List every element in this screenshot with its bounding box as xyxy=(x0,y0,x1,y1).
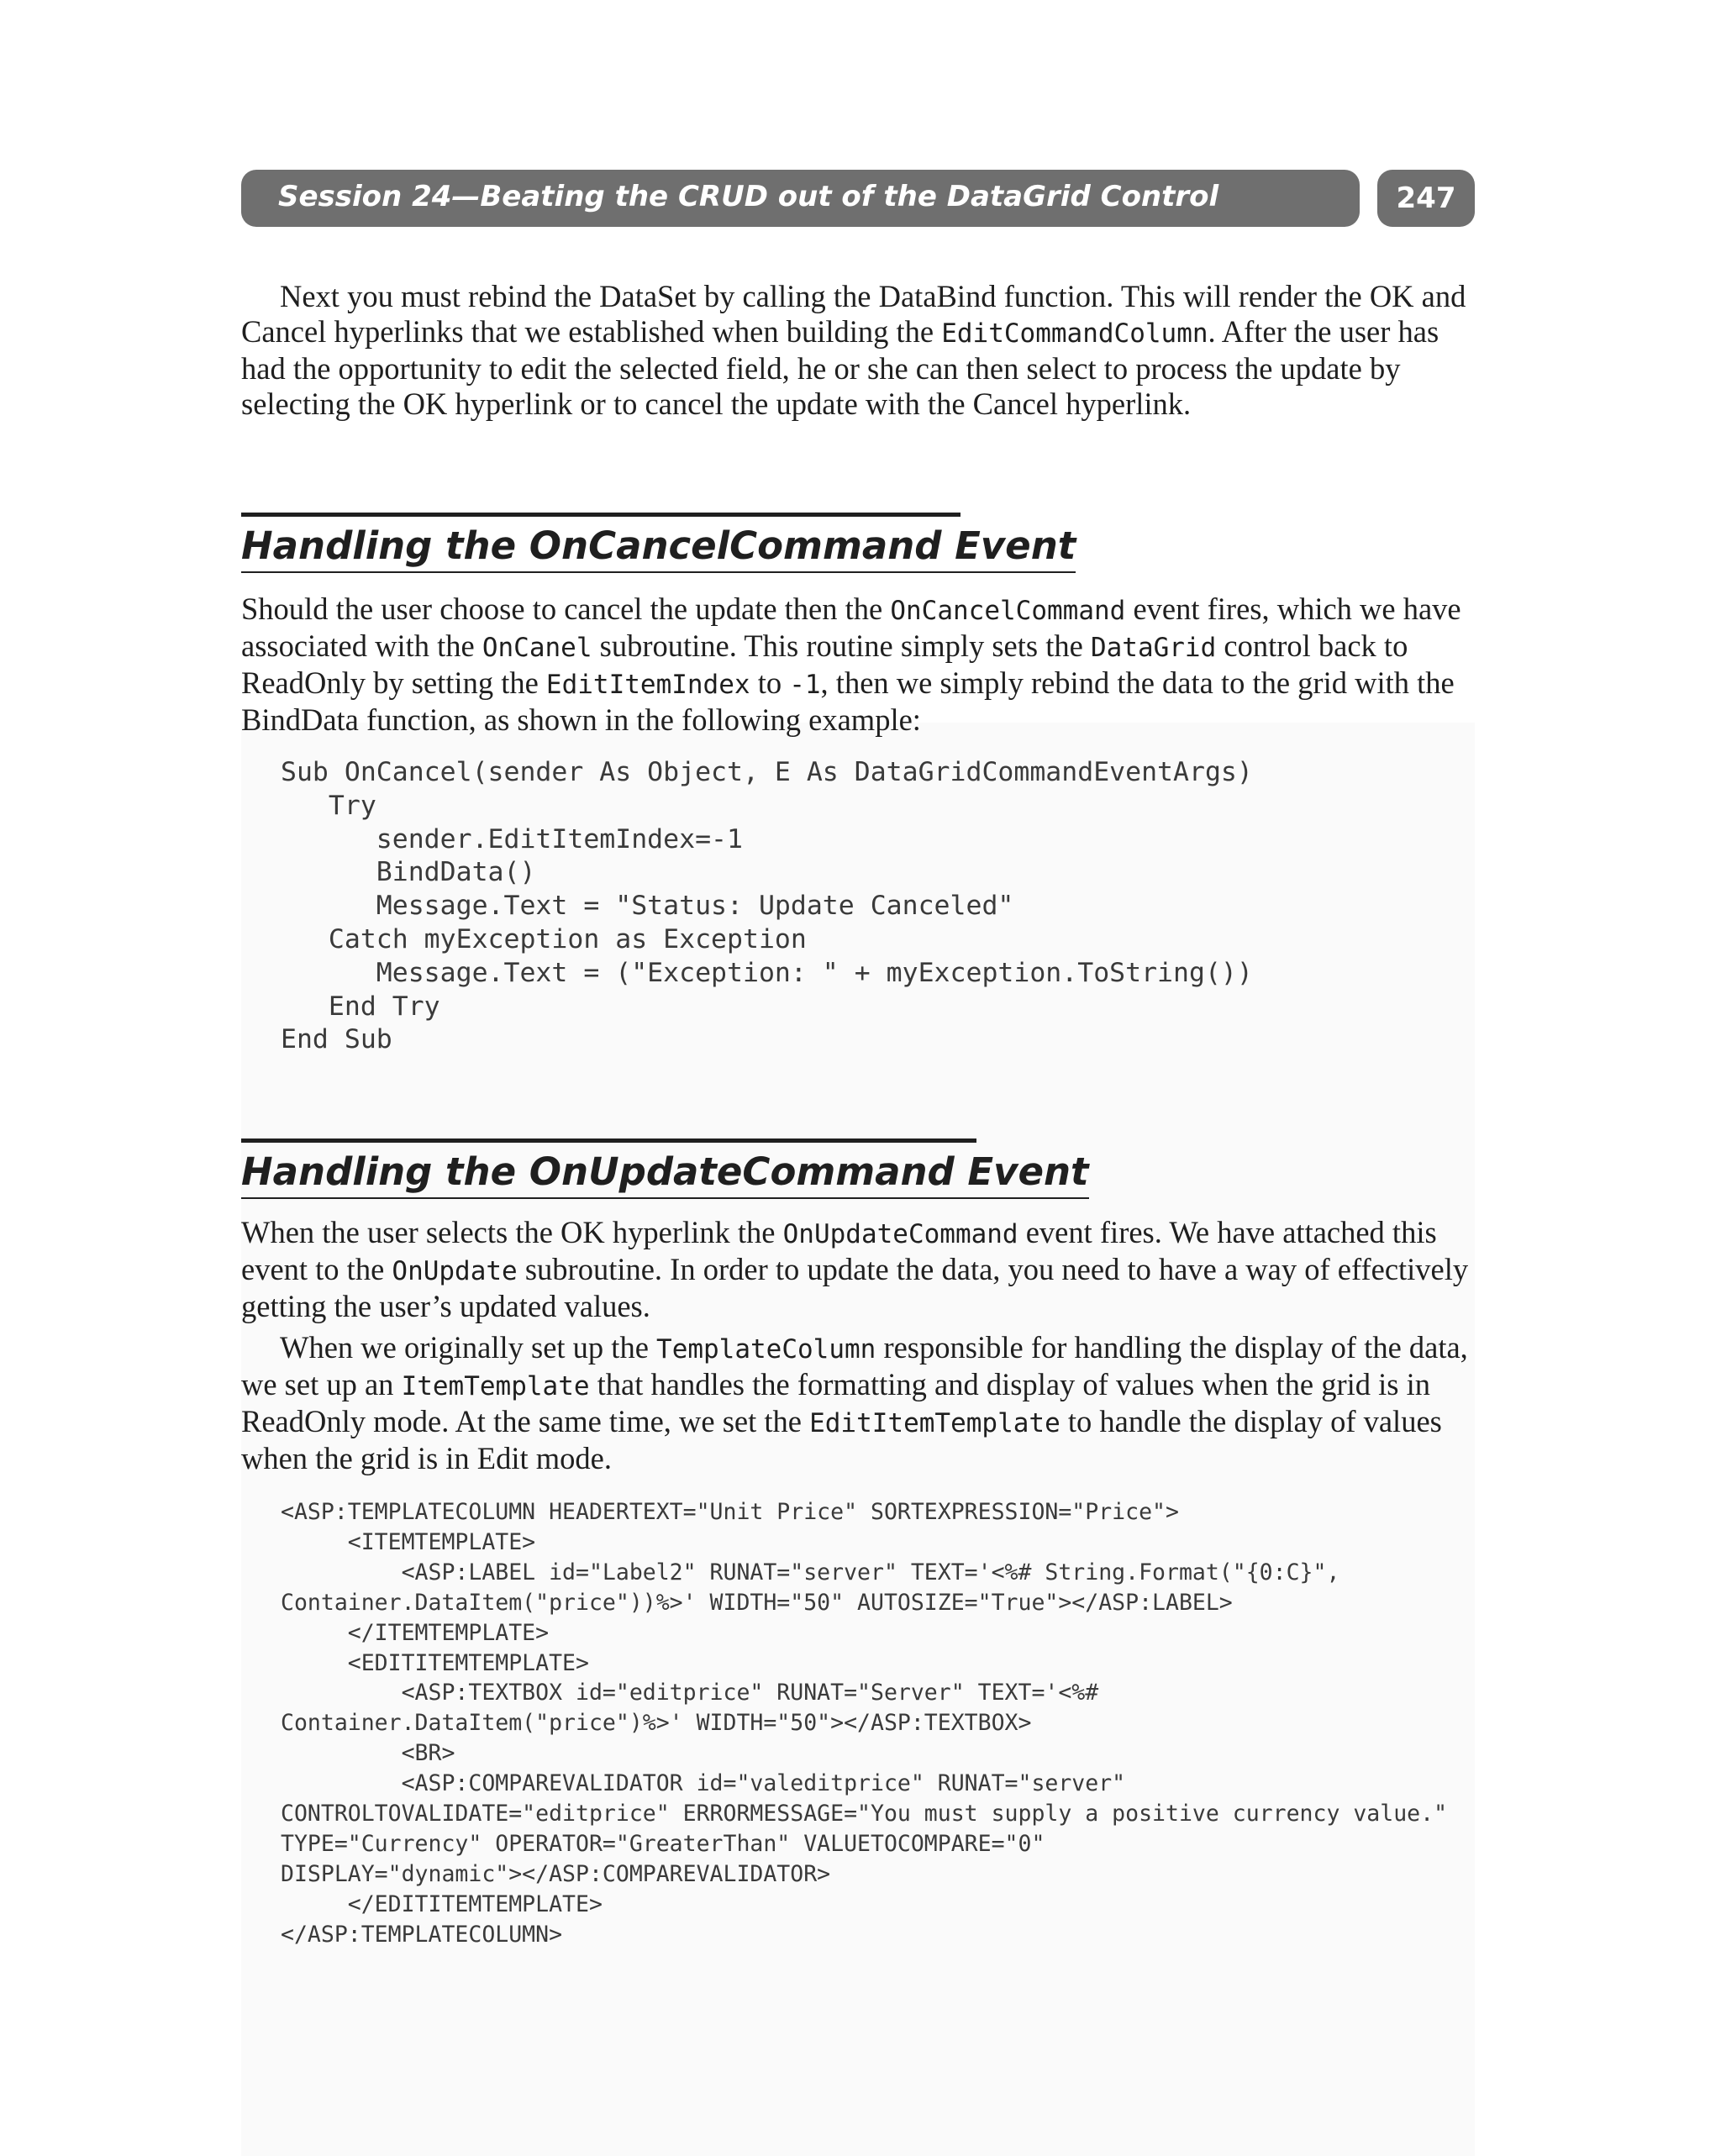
text-run: control back to ReadOnly by setting the xyxy=(241,628,1408,700)
section-heading-cancel: Handling the OnCancelCommand Event xyxy=(241,523,1076,573)
text-run: When the user selects the OK hyperlink the xyxy=(241,1215,783,1249)
page-number: 247 xyxy=(1377,170,1475,227)
inline-code: OnUpdate xyxy=(392,1256,518,1286)
update-paragraph-1 xyxy=(241,1215,1476,1324)
code-block-oncancel: Sub OnCancel(sender As Object, E As DataGridCommandEventArgs) Try sender.EditItemIndex=-1 BindData() Message.Text = "Status: Update Canceled" Catch myException as Exception Message.Text = ("Exception: " + myException.ToString()) End Try End Sub xyxy=(281,757,1253,1055)
heading-rule xyxy=(241,513,960,517)
text-run: Should the user choose to cancel the update then the xyxy=(241,592,891,626)
inline-code: OnCanel xyxy=(482,633,592,663)
inline-code: OnUpdateCommand xyxy=(782,1219,1018,1249)
section-heading-update: Handling the OnUpdateCommand Event xyxy=(241,1149,1089,1199)
inline-code: EditItemIndex xyxy=(545,670,750,700)
text-run: . After the user has had the opportunity to edit the selected field, he or she can then select to process the update by selecting the OK hyperlink or to cancel the update with the Cancel hyperlink. xyxy=(241,314,1439,421)
heading-rule xyxy=(241,1138,976,1143)
intro-paragraph xyxy=(241,279,1476,422)
running-header xyxy=(241,170,1475,227)
text-run: , then we simply rebind the data to the grid with the BindData function, as shown in the following example: xyxy=(241,665,1455,737)
inline-code: TemplateColumn xyxy=(656,1334,876,1365)
text-run: event fires. We have attached this event to the xyxy=(241,1215,1437,1286)
text-run: that handles the formatting and display of values when the grid is in ReadOnly mode. At the same time, we set the xyxy=(241,1367,1431,1438)
text-run: subroutine. This routine simply sets the xyxy=(592,628,1091,663)
text-run: subroutine. In order to update the data, you need to have a way of effectively getting the user’s updated values. xyxy=(241,1252,1469,1323)
text-run: Next you must rebind the DataSet by calling the DataBind function. This will render the OK and Cancel hyperlinks that we established when building the xyxy=(241,279,1466,349)
text-run: responsible for handling the display of the data, we set up an xyxy=(241,1330,1468,1401)
inline-code: EditItemTemplate xyxy=(809,1408,1060,1438)
text-run: to handle the display of values when the grid is in Edit mode. xyxy=(241,1404,1442,1475)
update-paragraph-2 xyxy=(241,1330,1476,1476)
inline-code: -1 xyxy=(789,670,821,700)
header-bar xyxy=(241,170,1360,227)
cancel-paragraph xyxy=(241,592,1476,738)
inline-code: EditCommandColumn xyxy=(941,318,1208,349)
code-block-templatecolumn: <ASP:TEMPLATECOLUMN HEADERTEXT="Unit Price" SORTEXPRESSION="Price"> <ITEMTEMPLATE> <ASP:LABEL id="Label2" RUNAT="server" TEXT='<%# String.Format("{0:C}", Container.DataItem("price"))%>' WIDTH="50" AUTOSIZE="True"></ASP:LABEL> </ITEMTEMPLATE> <EDITITEMTEMPLATE> <ASP:TEXTBOX id="editprice" RUNAT="Server" TEXT='<%# Container.DataItem("price")%>' WIDTH="50"></ASP:TEXTBOX> <BR> <ASP:COMPAREVALIDATOR id="valeditprice" RUNAT="server" CONTROLTOVALIDATE="editprice" ERRORMESSAGE="You must supply a positive currency value." TYPE="Currency" OPERATOR="GreaterThan" VALUETOCOMPARE="0" DISPLAY="dynamic"></ASP:COMPAREVALIDATOR> </EDITITEMTEMPLATE> </ASP:TEMPLATECOLUMN> xyxy=(281,1499,1448,1948)
text-run: event fires, which we have associated with the xyxy=(241,592,1461,663)
inline-code: DataGrid xyxy=(1090,633,1217,663)
inline-code: ItemTemplate xyxy=(401,1371,590,1401)
text-run: When we originally set up the xyxy=(280,1330,657,1365)
text-run: to xyxy=(750,665,790,700)
inline-code: OnCancelCommand xyxy=(890,596,1126,626)
header-title: Session 24—Beating the CRUD out of the DataGrid Control xyxy=(278,180,1219,213)
